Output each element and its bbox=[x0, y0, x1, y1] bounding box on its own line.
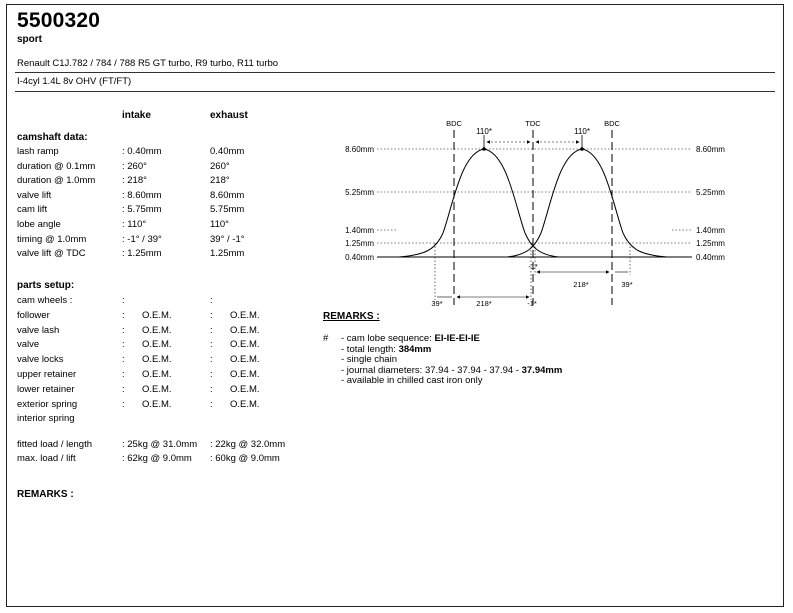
intake-open-value: -1* bbox=[528, 262, 538, 271]
camshaft-intake: : 8.60mm bbox=[122, 189, 162, 201]
engine: I-4cyl 1.4L 8v OHV (FT/FT) bbox=[17, 76, 132, 87]
parts-v1: O.E.M. bbox=[142, 369, 172, 380]
parts-c1: : bbox=[122, 324, 125, 336]
remark-text: - total length: bbox=[341, 343, 399, 355]
camshaft-intake: : 110° bbox=[122, 219, 147, 230]
exhaust-peak-dot bbox=[482, 147, 486, 151]
camshaft-intake: : 1.25mm bbox=[122, 248, 162, 260]
parts-v2: O.E.M. bbox=[230, 309, 260, 321]
remark-line bbox=[341, 365, 562, 376]
camshaft-intake: : 260° bbox=[122, 160, 147, 172]
exhaust-open-value: 39* bbox=[431, 299, 443, 308]
camshaft-exhaust: 8.60mm bbox=[210, 189, 245, 201]
remark-line bbox=[341, 354, 397, 365]
parts-v1: O.E.M. bbox=[142, 324, 172, 336]
parts-label: lower retainer bbox=[17, 383, 75, 395]
remark-bold: 37.94mm bbox=[521, 364, 563, 376]
exhaust-lobe-angle: 110* bbox=[476, 127, 492, 136]
lift-860-right: 8.60mm bbox=[696, 145, 725, 154]
camshaft-label: lash ramp bbox=[17, 146, 59, 157]
lift-860-left: 8.60mm bbox=[345, 145, 374, 154]
camshaft-intake: : 218° bbox=[122, 175, 147, 187]
lift-125-left: 1.25mm bbox=[345, 239, 374, 248]
lift-040-left: 0.40mm bbox=[345, 253, 374, 262]
fitted-label: fitted load / length bbox=[17, 439, 92, 450]
lift-140-right: 1.40mm bbox=[696, 226, 725, 235]
camshaft-label: lobe angle bbox=[17, 219, 61, 230]
camshaft-exhaust: 0.40mm bbox=[210, 146, 245, 157]
tdc-label: TDC bbox=[525, 119, 541, 128]
parts-label: valve lash bbox=[17, 324, 60, 336]
parts-c1: : bbox=[122, 309, 125, 321]
remark-line bbox=[341, 333, 480, 344]
parts-label: upper retainer bbox=[17, 369, 77, 380]
remark-text: - journal diameters: 37.94 - 37.94 - 37.94 - bbox=[341, 364, 522, 376]
camshaft-exhaust: 218° bbox=[210, 175, 230, 187]
parts-title: parts setup: bbox=[17, 280, 75, 291]
parts-c1: : bbox=[122, 398, 125, 410]
remark-line bbox=[341, 344, 431, 355]
col-intake: intake bbox=[122, 110, 151, 121]
valve-timing-diagram bbox=[327, 105, 747, 310]
remark-text: - single chain bbox=[341, 354, 397, 366]
parts-label: interior spring bbox=[17, 413, 75, 425]
intake-lobe-angle: 110* bbox=[574, 127, 590, 136]
remark-bold: EI-IE-EI-IE bbox=[434, 333, 480, 344]
lift-525-left: 5.25mm bbox=[345, 188, 374, 197]
exhaust-lobe-curve bbox=[399, 149, 559, 257]
remark-line bbox=[341, 375, 483, 386]
camshaft-label: duration @ 1.0mm bbox=[17, 175, 96, 187]
divider bbox=[15, 91, 775, 92]
camshaft-intake: : 0.40mm bbox=[122, 146, 162, 157]
camshaft-label: valve lift @ TDC bbox=[17, 248, 86, 260]
parts-c1: : bbox=[122, 369, 125, 380]
cam-spec-sheet bbox=[6, 4, 784, 607]
lift-040-right: 0.40mm bbox=[696, 253, 725, 262]
parts-c2: : bbox=[210, 339, 213, 351]
camshaft-title: camshaft data: bbox=[17, 132, 88, 143]
parts-v1: O.E.M. bbox=[142, 398, 172, 410]
parts-c2: : bbox=[210, 324, 213, 336]
camshaft-exhaust: 5.75mm bbox=[210, 204, 245, 216]
divider bbox=[15, 72, 775, 73]
camshaft-intake: : -1° / 39° bbox=[122, 233, 162, 245]
part-number: 5500320 bbox=[17, 9, 101, 32]
parts-c1: : bbox=[122, 339, 125, 351]
parts-v1: O.E.M. bbox=[142, 354, 172, 366]
parts-v1: O.E.M. bbox=[142, 339, 172, 351]
parts-v1: O.E.M. bbox=[142, 309, 172, 321]
intake-duration-value: 218* bbox=[573, 280, 589, 289]
remarks-bottom: REMARKS : bbox=[17, 489, 74, 500]
parts-c2: : bbox=[210, 354, 213, 366]
remarks-title: REMARKS : bbox=[323, 311, 380, 322]
parts-v2: O.E.M. bbox=[230, 354, 260, 366]
camshaft-label: valve lift bbox=[17, 189, 52, 201]
lift-525-right: 5.25mm bbox=[696, 188, 725, 197]
bdc-right-label: BDC bbox=[604, 119, 620, 128]
parts-v2: O.E.M. bbox=[230, 398, 260, 410]
camshaft-exhaust: 110° bbox=[210, 219, 229, 230]
parts-label: valve locks bbox=[17, 354, 64, 366]
camshaft-exhaust: 39° / -1° bbox=[210, 233, 245, 245]
camshaft-intake: : 5.75mm bbox=[122, 204, 162, 216]
application: Renault C1J.782 / 784 / 788 R5 GT turbo, R9 turbo, R11 turbo bbox=[17, 58, 279, 69]
parts-c2: : bbox=[210, 369, 213, 380]
camshaft-label: duration @ 0.1mm bbox=[17, 160, 96, 172]
parts-label: valve bbox=[17, 339, 40, 351]
fitted-intake: : 25kg @ 31.0mm bbox=[122, 439, 198, 450]
bdc-left-label: BDC bbox=[446, 119, 462, 128]
parts-c2: : bbox=[210, 295, 213, 306]
parts-c2: : bbox=[210, 383, 213, 395]
parts-c1: : bbox=[122, 383, 125, 395]
parts-label: follower bbox=[17, 309, 50, 321]
exhaust-duration-value: 218* bbox=[476, 299, 492, 308]
parts-c2: : bbox=[210, 309, 213, 321]
remark-text: - available in chilled cast iron only bbox=[341, 375, 483, 387]
parts-c2: : bbox=[210, 398, 213, 410]
remark-bold: 384mm bbox=[398, 343, 432, 355]
camshaft-label: timing @ 1.0mm bbox=[17, 233, 87, 245]
parts-label: exterior spring bbox=[17, 398, 78, 410]
lift-125-right: 1.25mm bbox=[696, 239, 725, 248]
intake-peak-dot bbox=[580, 147, 584, 151]
lift-140-left: 1.40mm bbox=[345, 226, 374, 235]
fitted-exhaust: : 22kg @ 32.0mm bbox=[210, 439, 286, 450]
remarks-hash: # bbox=[323, 333, 329, 344]
parts-label: cam wheels : bbox=[17, 295, 73, 306]
parts-v1: O.E.M. bbox=[142, 383, 172, 395]
parts-v2: O.E.M. bbox=[230, 383, 260, 395]
intake-close-value: 39* bbox=[621, 280, 633, 289]
intake-lobe-curve bbox=[507, 149, 667, 257]
camshaft-exhaust: 260° bbox=[210, 160, 230, 172]
max-label: max. load / lift bbox=[17, 453, 76, 464]
exhaust-close-value: -1* bbox=[527, 299, 537, 308]
parts-c1: : bbox=[122, 354, 125, 366]
col-exhaust: exhaust bbox=[210, 110, 248, 121]
parts-v2: O.E.M. bbox=[230, 339, 260, 351]
remark-text: - cam lobe sequence: bbox=[341, 333, 435, 344]
camshaft-exhaust: 1.25mm bbox=[210, 248, 245, 260]
max-exhaust: : 60kg @ 9.0mm bbox=[210, 453, 280, 464]
variant: sport bbox=[17, 34, 42, 45]
parts-v2: O.E.M. bbox=[230, 369, 260, 380]
parts-c1: : bbox=[122, 295, 125, 306]
camshaft-label: cam lift bbox=[17, 204, 48, 216]
parts-v2: O.E.M. bbox=[230, 324, 260, 336]
max-intake: : 62kg @ 9.0mm bbox=[122, 453, 192, 464]
